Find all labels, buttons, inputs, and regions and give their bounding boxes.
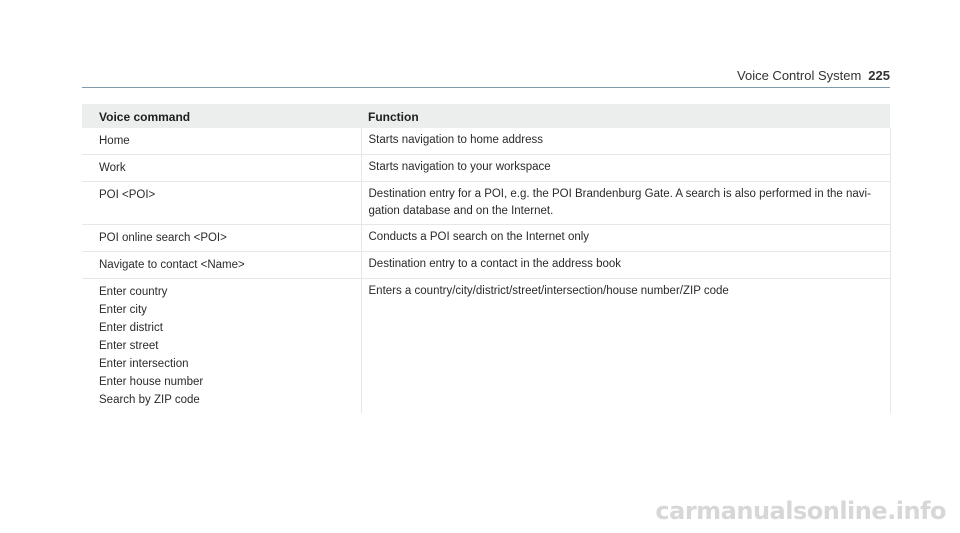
watermark: carmanualsonline.info bbox=[655, 497, 946, 525]
voice-command-table bbox=[82, 104, 891, 413]
command-text: Home bbox=[99, 135, 130, 147]
table-row bbox=[82, 182, 890, 225]
command-text: Work bbox=[99, 162, 126, 174]
table-row bbox=[82, 252, 890, 279]
table-row bbox=[82, 128, 890, 155]
function-cell: Conducts a POI search on the Internet only bbox=[361, 225, 890, 252]
command-text: Enter street bbox=[99, 340, 159, 352]
column-header-function: Function bbox=[361, 104, 890, 128]
function-cell: Enters a country/city/district/street/intersection/house number/ZIP code bbox=[361, 279, 890, 414]
function-cell: Destination entry for a POI, e.g. the POI Brandenburg Gate. A search is also performed in the navi-gation database and on the Internet. bbox=[361, 182, 890, 225]
command-cell bbox=[82, 182, 361, 225]
command-cell bbox=[82, 225, 361, 252]
running-header bbox=[737, 68, 890, 84]
page-number: 225 bbox=[868, 68, 890, 83]
command-text: POI online search <POI> bbox=[99, 232, 227, 244]
command-text: Search by ZIP code bbox=[99, 394, 200, 406]
command-cell bbox=[82, 128, 361, 155]
command-text: Enter district bbox=[99, 322, 163, 334]
function-cell: Starts navigation to your workspace bbox=[361, 155, 890, 182]
table-row bbox=[82, 279, 890, 414]
table-header-row bbox=[82, 104, 890, 128]
command-text: Enter house number bbox=[99, 376, 204, 388]
column-header-voice-command: Voice command bbox=[82, 104, 361, 128]
command-text: POI <POI> bbox=[99, 189, 156, 201]
command-text: Enter country bbox=[99, 286, 168, 298]
table-row bbox=[82, 225, 890, 252]
command-cell bbox=[82, 155, 361, 182]
command-text: Navigate to contact <Name> bbox=[99, 259, 245, 271]
command-text: Enter intersection bbox=[99, 358, 189, 370]
header-rule bbox=[82, 87, 890, 88]
function-cell: Starts navigation to home address bbox=[361, 128, 890, 155]
command-cell bbox=[82, 252, 361, 279]
table-row bbox=[82, 155, 890, 182]
section-title: Voice Control System bbox=[737, 68, 862, 83]
command-text: Enter city bbox=[99, 304, 147, 316]
command-cell bbox=[82, 279, 361, 414]
function-cell: Destination entry to a contact in the address book bbox=[361, 252, 890, 279]
